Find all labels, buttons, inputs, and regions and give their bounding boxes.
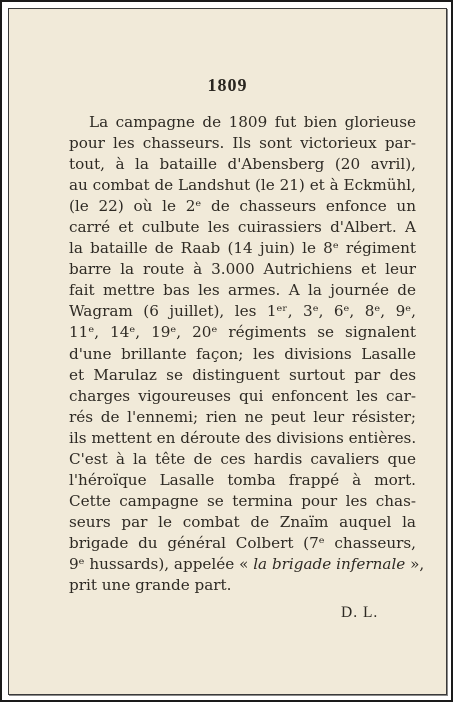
text-line [69, 554, 425, 575]
text-line: pour les chasseurs. Ils sont victorieux par- [69, 134, 416, 153]
author-signature: D. L. [341, 604, 379, 621]
text-segment: », [405, 554, 425, 573]
page-content [9, 9, 446, 694]
text-line: ils mettent en déroute des divisions entières. [69, 428, 417, 447]
text-line: tout, à la bataille d'Abensberg (20 avril), [69, 155, 416, 174]
text-line: C'est à la tête de ces hardis cavaliers que [69, 449, 416, 468]
body-text [69, 112, 425, 596]
text-line: fait mettre bas les armes. A la journée de [69, 281, 416, 300]
text-line: La campagne de 1809 fut bien glorieuse [89, 113, 416, 131]
page-title: 1809 [207, 75, 248, 95]
text-line: Wagram (6 juillet), les 1ᵉʳ, 3ᵉ, 6ᵉ, 8ᵉ, 9ᵉ, [69, 302, 416, 321]
text-line: brigade du général Colbert (7ᵉ chasseurs, [69, 533, 416, 552]
text-line: carré et culbute les cuirassiers d'Albert. A [69, 218, 416, 237]
text-line: charges vigoureuses qui enfoncent les car- [69, 386, 416, 405]
text-line: prit une grande part. [69, 576, 232, 595]
text-line: l'héroïque Lasalle tomba frappé à mort. [69, 470, 416, 489]
text-line: barre la route à 3.000 Autrichiens et leur [69, 260, 416, 279]
text-line: et Marulaz se distinguent surtout par des [69, 365, 416, 384]
text-line: 11ᵉ, 14ᵉ, 19ᵉ, 20ᵉ régiments se signalent [69, 323, 416, 342]
text-line: (le 22) où le 2ᵉ de chasseurs enfonce un [69, 197, 416, 216]
text-line: rés de l'ennemi; rien ne peut leur résister; [69, 407, 416, 426]
text-line: la bataille de Raab (14 juin) le 8ᵉ régiment [69, 239, 416, 258]
text-segment: 9ᵉ hussards), appelée « [69, 554, 254, 573]
text-line: seurs par le combat de Znaïm auquel la [69, 512, 416, 531]
text-line: d'une brillante façon; les divisions Lasalle [69, 344, 416, 363]
italic-phrase: la brigade infernale [253, 554, 406, 573]
page-inner-border [8, 8, 447, 695]
text-line: au combat de Landshut (le 21) et à Eckmühl, [69, 176, 416, 195]
text-line: Cette campagne se termina pour les chas- [69, 491, 416, 510]
